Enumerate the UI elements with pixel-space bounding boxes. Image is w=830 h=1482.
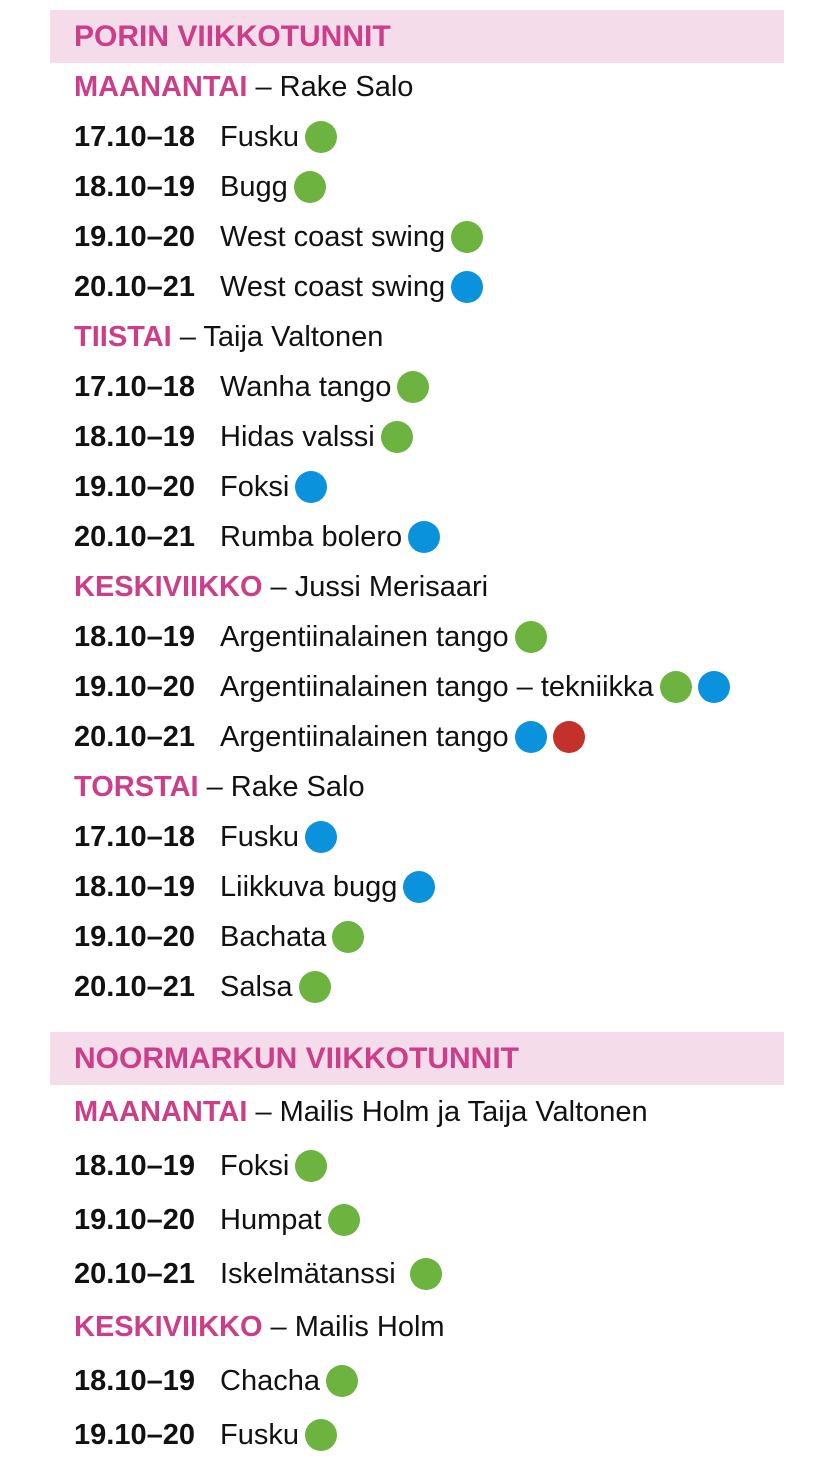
level-green-dot	[326, 1365, 358, 1397]
class-row	[74, 862, 435, 912]
teacher-name: – Taija Valtonen	[179, 320, 384, 353]
day-name: MAANANTAI	[74, 1095, 248, 1128]
level-blue-dot	[515, 721, 547, 753]
class-time: 17.10–18	[74, 820, 195, 853]
class-time: 20.10–21	[74, 270, 195, 303]
level-green-dot	[410, 1258, 442, 1290]
level-green-dot	[397, 371, 429, 403]
level-green-dot	[451, 221, 483, 253]
class-time: 18.10–19	[74, 420, 195, 453]
class-name: Hidas valssi	[220, 420, 375, 453]
class-name: Fusku	[220, 820, 299, 853]
class-time: 20.10–21	[74, 520, 195, 553]
class-name: Fusku	[220, 120, 299, 153]
day-name: TORSTAI	[74, 770, 199, 803]
teacher-name: – Mailis Holm ja Taija Valtonen	[255, 1095, 648, 1128]
day-heading	[74, 1302, 445, 1352]
section-title: NOORMARKUN VIIKKOTUNNIT	[74, 1041, 519, 1075]
teacher-name: – Rake Salo	[255, 70, 414, 103]
class-time: 18.10–19	[74, 1149, 195, 1182]
level-blue-dot	[451, 271, 483, 303]
class-name: Wanha tango	[220, 370, 392, 403]
level-green-dot	[294, 171, 326, 203]
level-green-dot	[515, 621, 547, 653]
class-time: 18.10–19	[74, 870, 195, 903]
class-row	[74, 112, 337, 162]
class-time: 20.10–21	[74, 720, 195, 753]
day-heading	[74, 62, 413, 112]
class-row	[74, 1195, 360, 1245]
level-blue-dot	[295, 471, 327, 503]
class-row	[74, 512, 440, 562]
class-name: Argentiinalainen tango – tekniikka	[220, 670, 654, 703]
class-time: 19.10–20	[74, 920, 195, 953]
class-row	[74, 712, 585, 762]
class-row	[74, 912, 364, 962]
class-row	[74, 162, 326, 212]
level-green-dot	[332, 921, 364, 953]
class-name: Chacha	[220, 1364, 320, 1397]
class-time: 17.10–18	[74, 370, 195, 403]
class-time: 18.10–19	[74, 620, 195, 653]
section-header-pori	[50, 10, 784, 63]
class-row	[74, 812, 337, 862]
level-blue-dot	[305, 821, 337, 853]
level-green-dot	[305, 121, 337, 153]
class-name: Salsa	[220, 970, 293, 1003]
class-time: 18.10–19	[74, 1364, 195, 1397]
class-row	[74, 1249, 442, 1299]
class-row	[74, 412, 413, 462]
level-red-dot	[553, 721, 585, 753]
teacher-name: – Rake Salo	[206, 770, 365, 803]
class-name: Liikkuva bugg	[220, 870, 398, 903]
class-row	[74, 662, 730, 712]
day-heading	[74, 1087, 648, 1137]
class-time: 18.10–19	[74, 170, 195, 203]
level-blue-dot	[408, 521, 440, 553]
level-green-dot	[299, 971, 331, 1003]
class-name: Bachata	[220, 920, 327, 953]
level-green-dot	[660, 671, 692, 703]
level-blue-dot	[698, 671, 730, 703]
class-name: Bugg	[220, 170, 288, 203]
class-time: 19.10–20	[74, 1203, 195, 1236]
teacher-name: – Jussi Merisaari	[270, 570, 489, 603]
level-green-dot	[328, 1204, 360, 1236]
teacher-name: – Mailis Holm	[270, 1310, 445, 1343]
class-name: Humpat	[220, 1203, 322, 1236]
level-blue-dot	[403, 871, 435, 903]
level-green-dot	[305, 1419, 337, 1451]
class-row	[74, 1141, 327, 1191]
class-time: 20.10–21	[74, 1257, 195, 1290]
class-name: Foksi	[220, 1149, 290, 1182]
class-row	[74, 462, 327, 512]
class-row	[74, 962, 331, 1012]
class-time: 19.10–20	[74, 470, 195, 503]
level-green-dot	[295, 1150, 327, 1182]
class-name: Argentiinalainen tango	[220, 720, 509, 753]
class-row	[74, 362, 429, 412]
day-name: TIISTAI	[74, 320, 172, 353]
class-time: 17.10–18	[74, 120, 195, 153]
class-row	[74, 612, 547, 662]
class-time: 19.10–20	[74, 670, 195, 703]
class-name: West coast swing	[220, 220, 446, 253]
class-name: Iskelmätanssi	[220, 1257, 396, 1290]
day-name: MAANANTAI	[74, 70, 248, 103]
level-green-dot	[381, 421, 413, 453]
section-header-noormarkku	[50, 1032, 784, 1085]
class-row	[74, 262, 483, 312]
class-row	[74, 1356, 358, 1406]
day-heading	[74, 762, 365, 812]
class-row	[74, 212, 483, 262]
class-name: Fusku	[220, 1418, 299, 1451]
section-title: PORIN VIIKKOTUNNIT	[74, 19, 391, 53]
class-name: Rumba bolero	[220, 520, 403, 553]
class-time: 19.10–20	[74, 220, 195, 253]
class-name: Foksi	[220, 470, 290, 503]
day-heading	[74, 562, 488, 612]
day-name: KESKIVIIKKO	[74, 570, 263, 603]
class-row	[74, 1410, 337, 1460]
class-name: West coast swing	[220, 270, 446, 303]
day-name: KESKIVIIKKO	[74, 1310, 263, 1343]
class-time: 20.10–21	[74, 970, 195, 1003]
day-heading	[74, 312, 383, 362]
class-name: Argentiinalainen tango	[220, 620, 509, 653]
class-time: 19.10–20	[74, 1418, 195, 1451]
